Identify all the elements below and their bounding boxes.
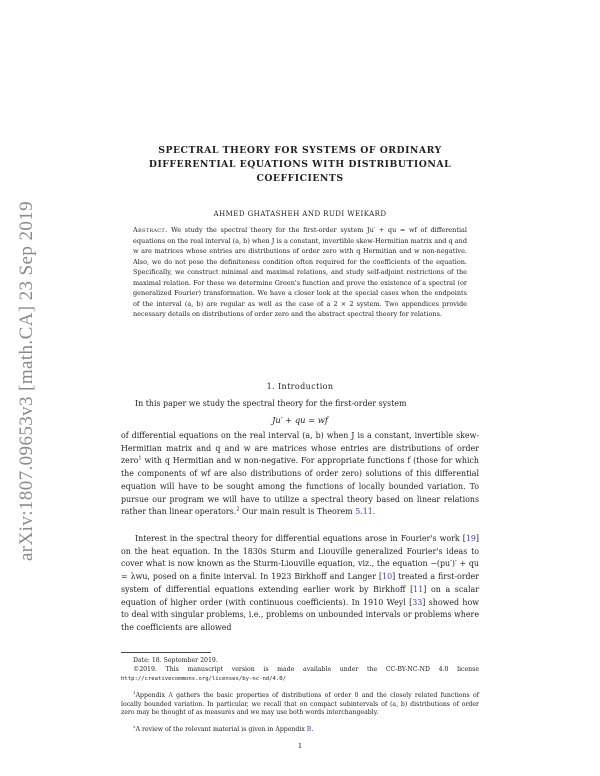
- intro-p2-text-c: Our main result is Theorem: [239, 507, 356, 517]
- footnote-2-text-a: A review of the relevant material is given in Appendix: [135, 726, 307, 733]
- footnote-1-text-a: Appendix: [135, 692, 169, 699]
- intro-p3-text-b: ] on the heat equation. In the 1830s Sturm and Liouville generalized Fourier's ideas to cover what is now known as the Sturm-Liouville equation, viz., the equation −(pu′)′ + qu = λwu, posed on a finite interval. In 1923 Birkhoff and Langer [: [121, 534, 479, 582]
- citation-link-19[interactable]: 19: [465, 534, 476, 543]
- page-number: 1: [297, 742, 303, 750]
- appendix-a-link[interactable]: A: [168, 692, 173, 699]
- footnote-mark-1[interactable]: 1: [138, 455, 142, 462]
- footnote-2: [121, 723, 479, 735]
- citation-link-10[interactable]: 10: [382, 572, 393, 582]
- footnote-divider: [121, 652, 211, 653]
- footnote-mark-2[interactable]: 2: [236, 506, 240, 513]
- citation-link-11[interactable]: 11: [413, 584, 424, 594]
- abstract-label: Abstract.: [133, 226, 168, 234]
- intro-p2-text-b: with q Hermitian and w non-negative. For appropriate functions f (those for which the components of wf are also distributions of order zero) solutions of this differential equation will have to be sought among the functions of locally bounded variation. To pursue our program we will have to utilize a spectral theory based on linear relations rather than linear operators.: [121, 456, 479, 517]
- equation: Ju′ + qu = wf: [272, 415, 328, 425]
- arxiv-stamp: [12, 176, 42, 586]
- footnote-date: Date: 18. September 2019.: [133, 657, 218, 664]
- intro-p3-text-a: Interest in the spectral theory for differential equations arose in Fourier's work [: [135, 534, 466, 543]
- footnote-1-mark: 1: [133, 689, 136, 695]
- intro-paragraph-1: In this paper we study the spectral theory for the first-order system: [135, 399, 407, 408]
- paper-authors: AHMED GHATASHEH AND RUDI WEIKARD: [213, 209, 387, 218]
- paper-title: SPECTRAL THEORY FOR SYSTEMS OF ORDINARY DIFFERENTIAL EQUATIONS WITH DISTRIBUTIONAL COEFFICIENTS: [148, 145, 452, 184]
- abstract-text: We study the spectral theory for the first-order system Ju′ + qu = wf of differential equations on the real interval (a, b) when J is a constant, invertible skew-Hermitian matrix and q and w are matrices whose entries are distributions of order zero with q Hermitian and w non-negative. Also, we do not pose the definiteness condition often required for the coefficients of the equation. Specifically, we construct minimal and maximal relations, and study self-adjoint restrictions of the maximal relation. For these we determine Green's function and prove the existence of a spectral (or generalized Fourier) transformation. We have a closer look at the special cases when the endpoints of the interval (a, b) are regular as well as the case of a 2 × 2 system. Two appendices provide necessary details on distributions of order zero and the abstract spectral theory for relations.: [133, 226, 467, 318]
- intro-p3-text-d: ] on a scalar equation of higher order (with continuous coefficients). In 1910 Weyl [: [121, 584, 479, 607]
- footnote-license: [121, 666, 479, 683]
- section-heading: 1. Introduction: [266, 382, 334, 391]
- footnote-1: [121, 689, 480, 718]
- appendix-b-link[interactable]: B: [306, 726, 312, 733]
- footnote-2-text-b: .: [311, 726, 314, 733]
- intro-paragraph-2: of differential equations on the real interval (a, b) when J is a constant, invertible skew-Hermitian matrix and q and w are matrices whose entries are distributions of order zero$^1$ with q Hermitian and w non-negative. For appropriate functions f (those for which the components of wf are also distributions of order zero) solutions of this differential equation will have to be sought among the functions of locally bounded variation. To pursue our program we will have to utilize a spectral theory based on linear relations rather than linear operators.$^2$ Our main result is Theorem 5.11.: [121, 431, 479, 517]
- intro-p3-text-c: ] treated a first-order system of differential equations extending earlier work by Birkhoff [: [121, 572, 479, 594]
- footnote-2-mark: 2: [133, 723, 136, 729]
- license-url[interactable]: http://creativecommons.org/licenses/by-nc-nd/4.0/: [121, 675, 287, 682]
- license-text: ©2019. This manuscript version is made available under the CC-BY-NC-ND 4.0 license: [133, 666, 479, 673]
- theorem-link[interactable]: 5.11: [355, 507, 373, 517]
- intro-p3-text-e: ] showed how to deal with singular problems, i.e., problems on unbounded intervals or problems where the coefficients are allowed: [121, 597, 480, 632]
- abstract: [133, 225, 467, 320]
- intro-paragraph-3: [121, 533, 479, 635]
- citation-link-33[interactable]: 33: [412, 597, 423, 607]
- arxiv-id: arXiv:1807.09653v3 [math.CA] 23 Sep 2019: [16, 200, 37, 562]
- footnote-1-text-b: gathers the basic properties of distributions of order 0 and the closely related functions of locally bounded variation. In particular, we recall that on compact subintervals of (a, b) distributions of order zero may be thought of as measures and we may use both words interchangeably.: [121, 692, 480, 717]
- intro-p2-text-a: of differential equations on the real interval (a, b) when J is a constant, invertible skew-Hermitian matrix and q and w are matrices whose entries are distributions of order zero: [121, 431, 479, 466]
